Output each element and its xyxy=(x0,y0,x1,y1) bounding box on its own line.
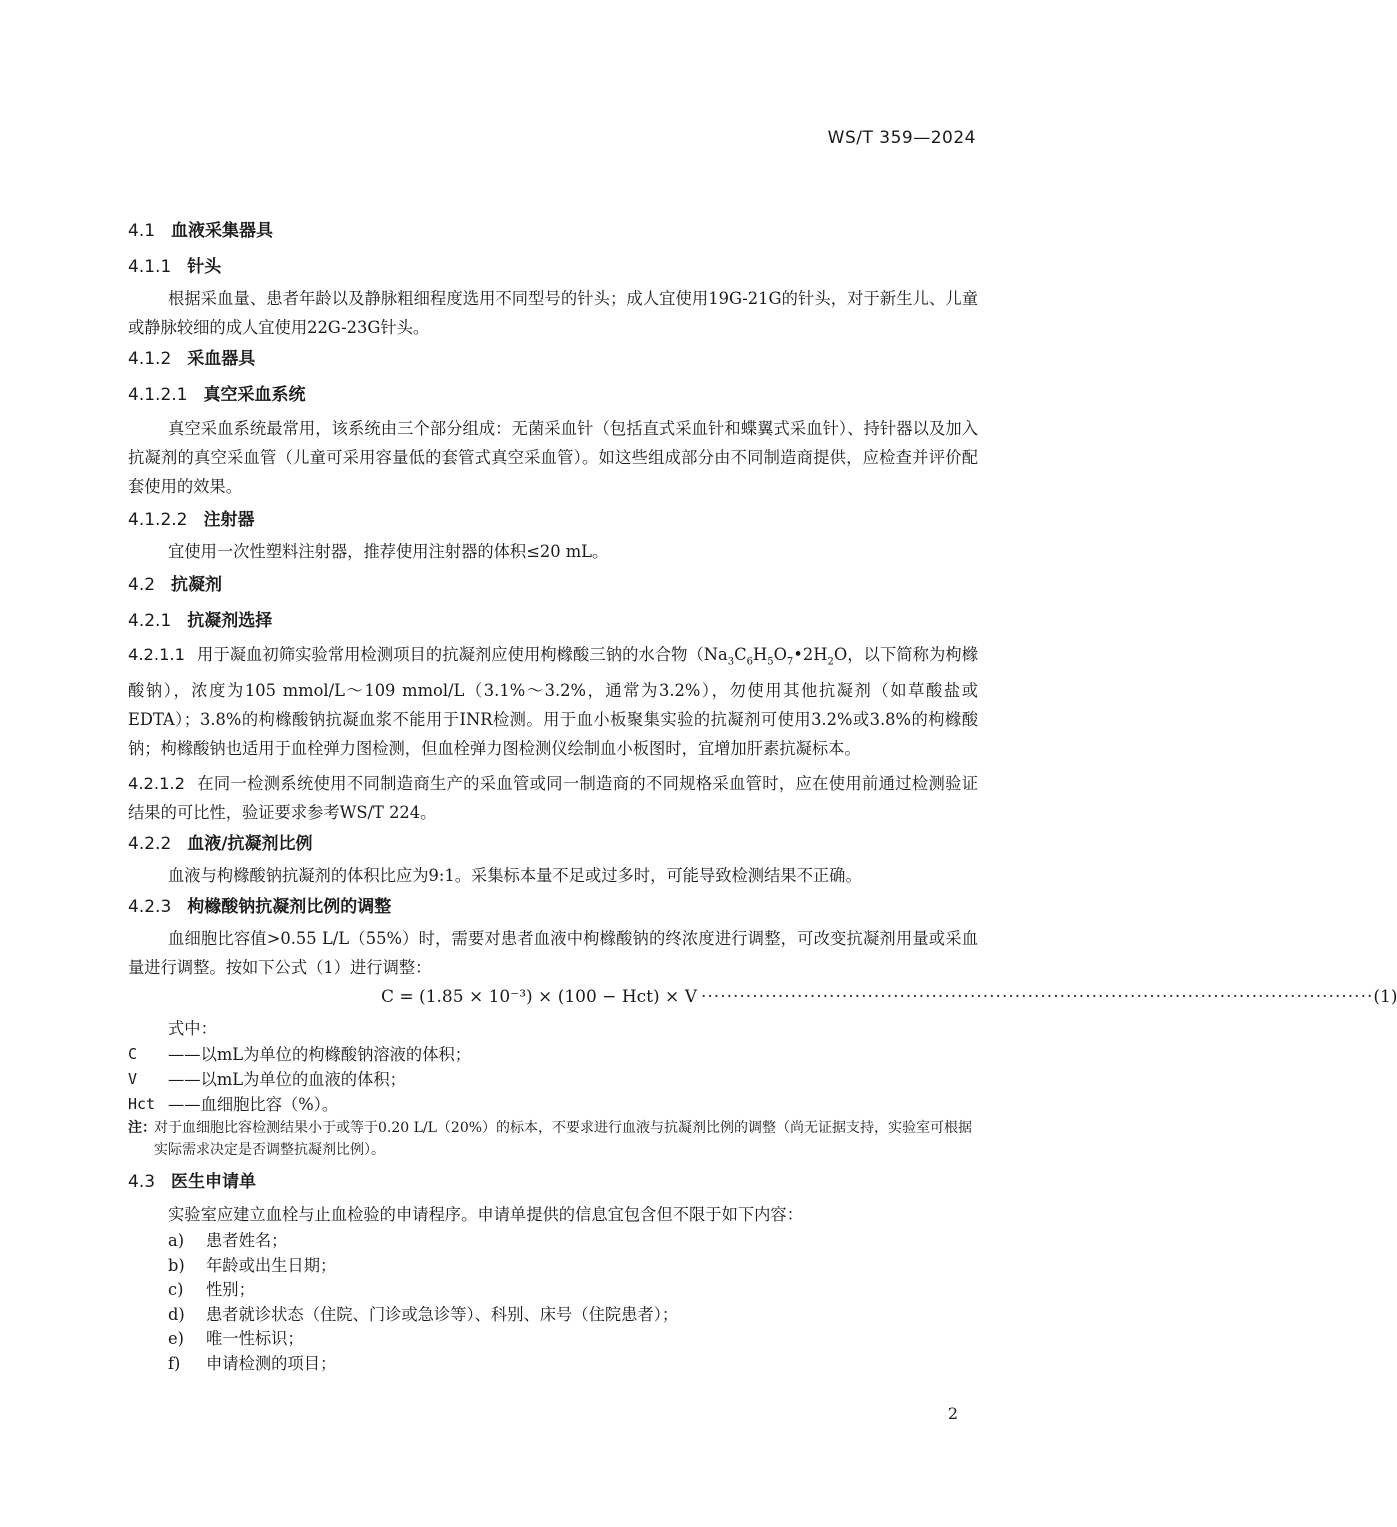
list-text: 患者就诊状态（住院、门诊或急诊等）、科别、床号（住院患者）； xyxy=(206,1304,679,1324)
heading-title: 血液采集器具 xyxy=(171,221,274,241)
request-items-list xyxy=(168,1229,978,1376)
definition-text: ——以mL为单位的枸橼酸钠溶液的体积； xyxy=(168,1045,472,1065)
paragraph-4-2-3: 血细胞比容值>0.55 L/L（55%）时，需要对患者血液中枸橼酸钠的终浓度进行调整，可改变抗凝剂用量或采血量进行调整。按如下公式（1）进行调整： xyxy=(128,929,978,978)
document-body xyxy=(128,218,1397,1376)
heading-number: 4.2.2 xyxy=(128,834,172,855)
heading-title: 抗凝剂 xyxy=(171,575,223,595)
paragraph-4-1-1: 根据采血量、患者年龄以及静脉粗细程度选用不同型号的针头；成人宜使用19G-21G的针头，对于新生儿、儿童或静脉较细的成人宜使用22G-23G针头。 xyxy=(128,289,978,337)
subscript: 7 xyxy=(786,656,794,668)
heading-number: 4.2.1 xyxy=(128,611,172,631)
heading-number: 4.2.3 xyxy=(128,897,172,918)
list-text: 患者姓名； xyxy=(206,1231,288,1251)
paragraph-4-2-1-2 xyxy=(128,769,978,827)
heading-title: 血液/抗凝剂比例 xyxy=(187,834,313,855)
heading-number: 4.3 xyxy=(128,1172,156,1193)
clause-text: O xyxy=(773,645,787,664)
list-marker: c) xyxy=(168,1280,184,1300)
definition-c xyxy=(128,1042,978,1067)
subscript: 6 xyxy=(746,656,753,668)
heading-4-1-2-2 xyxy=(128,507,978,533)
heading-4-2-3 xyxy=(128,894,978,920)
note-label: 注： xyxy=(128,1120,156,1137)
subscript: 2 xyxy=(827,656,834,668)
heading-title: 真空采血系统 xyxy=(203,385,306,405)
heading-number: 4.1 xyxy=(128,221,156,241)
page-number: 2 xyxy=(947,1404,958,1423)
formula-expression: C = (1.85 × 10⁻³) × (100 − Hct) × V xyxy=(381,987,697,1008)
heading-title: 医生申请单 xyxy=(171,1172,257,1193)
paragraph-4-2-2: 血液与枸橼酸钠抗凝剂的体积比应为9:1。采集标本量不足或过多时，可能导致检测结果不正确。 xyxy=(168,866,862,886)
heading-4-1-2 xyxy=(128,346,978,372)
heading-number: 4.2 xyxy=(128,575,156,595)
heading-title: 枸橼酸钠抗凝剂比例的调整 xyxy=(187,897,392,918)
clause-text: 在同一检测系统使用不同制造商生产的采血管或同一制造商的不同规格采血管时，应在使用前通过检测验证结果的可比性，验证要求参考WS/T 224。 xyxy=(128,774,978,823)
list-marker: e) xyxy=(168,1329,184,1349)
list-marker: a) xyxy=(168,1231,185,1251)
list-marker: f) xyxy=(168,1353,181,1373)
list-item xyxy=(168,1352,978,1377)
definition-text: ——血细胞比容（%）。 xyxy=(168,1095,339,1115)
list-item xyxy=(168,1278,978,1303)
formula-leader-dots: ········································································································· xyxy=(700,987,1374,1008)
note xyxy=(128,1117,978,1161)
paragraph-4-2-1-1 xyxy=(128,640,978,763)
clause-text: 用于凝血初筛实验常用检测项目的抗凝剂应使用枸橼酸三钠的水合物（Na xyxy=(196,645,728,664)
heading-4-2-1 xyxy=(128,608,978,634)
heading-4-3 xyxy=(128,1169,978,1195)
list-text: 年龄或出生日期； xyxy=(206,1255,337,1275)
paragraph-4-1-2-2: 宜使用一次性塑料注射器，推荐使用注射器的体积≤20 mL。 xyxy=(168,542,609,561)
definition-symbol: V xyxy=(128,1070,138,1089)
list-item xyxy=(168,1303,978,1328)
where-label: 式中： xyxy=(168,1019,217,1039)
heading-number: 4.1.2.1 xyxy=(128,385,188,405)
clause-number: 4.2.1.2 xyxy=(128,774,185,794)
paragraph-4-3: 实验室应建立血栓与止血检验的申请程序。申请单提供的信息宜包含但不限于如下内容： xyxy=(168,1205,803,1225)
heading-title: 注射器 xyxy=(203,510,255,530)
list-item xyxy=(168,1229,978,1254)
heading-4-2 xyxy=(128,572,978,598)
list-text: 申请检测的项目； xyxy=(206,1353,337,1373)
list-marker: d) xyxy=(168,1304,185,1324)
definition-v xyxy=(128,1067,978,1092)
heading-title: 抗凝剂选择 xyxy=(187,611,273,631)
list-text: 唯一性标识； xyxy=(206,1329,304,1349)
clause-text: O xyxy=(833,645,848,664)
heading-title: 针头 xyxy=(187,257,222,277)
formula-number: (1) xyxy=(1373,987,1397,1008)
heading-number: 4.1.2.2 xyxy=(128,510,188,530)
subscript: 5 xyxy=(767,656,774,668)
definition-hct xyxy=(128,1092,978,1117)
list-item xyxy=(168,1254,978,1279)
list-item xyxy=(168,1327,978,1352)
heading-4-1-1 xyxy=(128,254,978,280)
subscript: 3 xyxy=(727,656,735,668)
paragraph-4-1-2-1: 真空采血系统最常用，该系统由三个部分组成：无菌采血针（包括直式采血针和蝶翼式采血针）、持针器以及加入抗凝剂的真空采血管（儿童可采用容量低的套管式真空采血管）。如这些组成部分由不同制造商提供，应检查并评价配套使用的效果。 xyxy=(128,419,978,496)
heading-4-1-2-1 xyxy=(128,382,978,408)
clause-text: ，以下简称为枸橼酸钠），浓度为105 mmol/L～109 mmol/L（3.1%～3.2%，通常为3.2%），勿使用其他抗凝剂（如草酸盐或EDTA）；3.8%的枸橼酸钠抗凝血浆不能用于INR检测。用于血小板聚集实验的抗凝剂可使用3.2%或3.8%的枸橼酸钠；枸橼酸钠也适用于血栓弹力图检测，但血栓弹力图检测仪绘制血小板图时，宜增加肝素抗凝标本。 xyxy=(128,645,978,759)
heading-4-1 xyxy=(128,218,978,244)
formula-1 xyxy=(128,982,1397,1012)
heading-4-2-2 xyxy=(128,831,978,857)
definition-text: ——以mL为单位的血液的体积； xyxy=(168,1070,406,1090)
definitions-list xyxy=(128,1042,978,1117)
clause-text: C xyxy=(734,645,747,664)
list-text: 性别； xyxy=(206,1280,255,1300)
definition-symbol: C xyxy=(128,1045,138,1064)
heading-title: 采血器具 xyxy=(187,349,256,369)
clause-text: •2H xyxy=(793,645,828,664)
heading-number: 4.1.2 xyxy=(128,349,172,369)
standard-code: WS/T 359—2024 xyxy=(827,128,976,148)
clause-number: 4.2.1.1 xyxy=(128,645,185,664)
clause-text: H xyxy=(752,645,768,664)
list-marker: b) xyxy=(168,1255,185,1275)
heading-number: 4.1.1 xyxy=(128,257,172,277)
note-text: 对于血细胞比容检测结果小于或等于0.20 L/L（20%）的标本，不要求进行血液与抗凝剂比例的调整（尚无证据支持，实验室可根据实际需求决定是否调整抗凝剂比例）。 xyxy=(154,1120,973,1159)
definition-symbol: Hct xyxy=(128,1095,156,1114)
